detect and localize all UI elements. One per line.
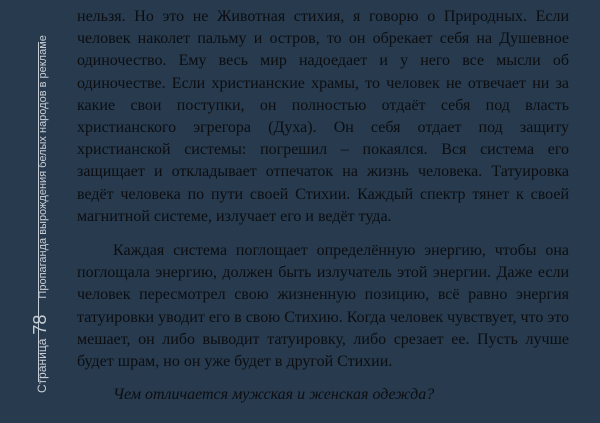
- section-question-heading: Чем отличается мужская и женская одежда?: [113, 386, 435, 404]
- page-content: [77, 6, 569, 406]
- section-title: Пропаганда вырождения белых народов в рекламе: [37, 35, 49, 299]
- page-number: 78: [30, 314, 50, 335]
- page-sidebar: [0, 0, 50, 423]
- sidebar-running-header: [30, 35, 51, 393]
- body-paragraph: Каждая система поглощает определённую энергию, чтобы она поглощала энергию, должен быть излучатель этой энергии. Даже если человек пересмотрел свою жизненную позицию, всё равно энергия татуировки уводит его в свою Стихию. Когда человек чувствует, что это мешает, он либо выводит татуировку, либо срезает ее. Пусть лучше будет шрам, но он уже будет в другой Стихии.: [77, 242, 569, 371]
- body-paragraph: нельзя. Но это не Животная стихия, я говорю о Природных. Если человек наколет пальму и остров, то он обрекает себя на Душевное одиночество. Ему весь мир надоедает и у него все мысли об одиночестве. Если христианские храмы, то человек не отвечает ни за какие свои поступки, он полностью отдаёт себя под власть христианского эгрегора (Духа). Он себя отдает под защиту христианской системы: погрешил – покаялся. Вся система его защищает и откладывает отпечаток на жизнь человека. Татуировка ведёт человека по пути своей Стихии. Каждый спектр тянет к своей магнитной системе, излучает его и ведёт туда.: [77, 8, 569, 225]
- page-label: Страница: [35, 338, 49, 393]
